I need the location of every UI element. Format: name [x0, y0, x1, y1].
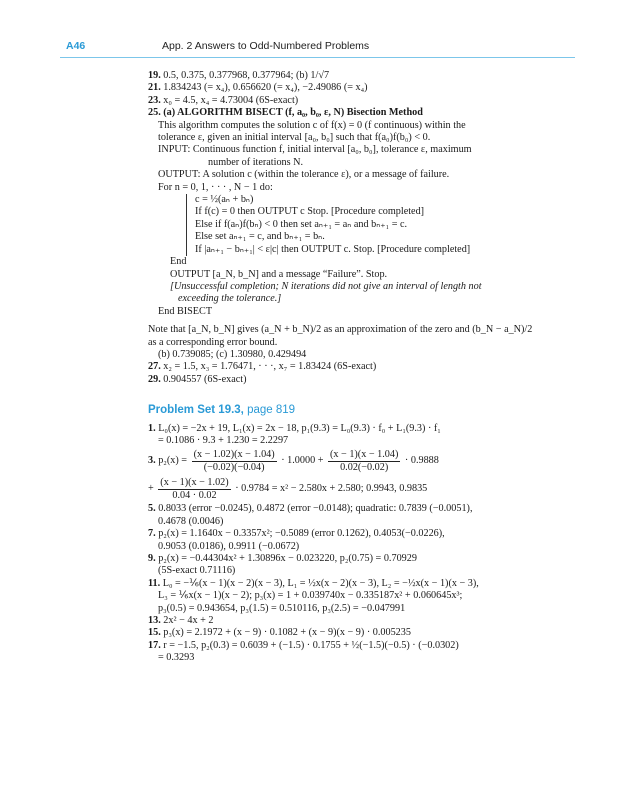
header-rule — [60, 57, 575, 58]
answer-7: 7. p₂(x) = 1.1640x − 0.3357x²; −0.5089 (error 0.1262), 0.4053(−0.0226), — [148, 528, 445, 540]
answer-11-cont: L₃ = ⅙x(x − 1)(x − 2); p₃(x) = 1 + 0.039740x − 0.335187x² + 0.060645x³; — [158, 590, 463, 602]
answer-25-b: (b) 0.739085; (c) 1.30980, 0.429494 — [158, 348, 307, 360]
answer-15: 15. p₃(x) = 2.1972 + (x − 9) · 0.1082 + (x − 9)(x − 9) · 0.005235 — [148, 627, 411, 639]
bisect-algorithm — [148, 120, 568, 319]
page-header — [0, 0, 639, 62]
algorithm-description: This algorithm computes the solution c of f(x) = 0 (f continuous) within the — [158, 119, 466, 131]
loop-body — [186, 194, 568, 256]
answer-3-cont: + $\frac{(x - 1)(x - 1.02)}{0.04 \cdot 0.02}$ · 0.9784 = x² − 2.580x + 2.580; 0.9943, 0.9835 — [148, 476, 428, 501]
algorithm-failure-output: OUTPUT [a_N, b_N] and a message “Failure”. Stop. — [170, 268, 388, 280]
fraction: $\frac{(x - 1.02)(x - 1.04)}{(-0.02)(-0.04)}$ — [193, 448, 275, 473]
page-number: A46 — [66, 40, 86, 52]
algorithm-input-cont: number of iterations N. — [208, 156, 304, 168]
loop-step: c = ½(aₙ + bₙ) — [195, 194, 254, 206]
answer-19: 19. 0.5, 0.375, 0.377968, 0.377964; (b) 1/√7 — [148, 70, 330, 81]
answer-9: 9. p₂(x) = −0.44304x² + 1.30896x − 0.023220, p₂(0.75) = 0.70929 — [148, 553, 417, 564]
loop-end: End — [170, 256, 187, 268]
algorithm-output: OUTPUT: A solution c (within the tolerance ε), or a message of failure. — [158, 169, 450, 181]
answer-11: 11. L₀ = −⅙(x − 1)(x − 2)(x − 3), L₁ = ½x(x − 2)(x − 3), L₂ = −½x(x − 1)(x − 3), — [148, 577, 479, 589]
fraction: $\frac{(x - 1)(x - 1.04)}{0.02(-0.02)}$ — [330, 448, 399, 473]
running-title: App. 2 Answers to Odd-Numbered Problems — [162, 40, 370, 52]
answer-7-cont: 0.9053 (0.0186), 0.9911 (−0.0672) — [158, 540, 300, 552]
answer-5-cont: 0.4678 (0.0046) — [158, 515, 224, 527]
loop-step: Else set aₙ₊₁ = c, and bₙ₊₁ = bₙ. — [195, 231, 325, 243]
fraction: $\frac{(x - 1)(x - 1.02)}{0.04 \cdot 0.02}$ — [160, 476, 229, 501]
note-line-cont: as a corresponding error bound. — [148, 336, 278, 348]
answer-5: 5. 0.8033 (error −0.0245), 0.4872 (error −0.0148); quadratic: 0.7839 (−0.0051), — [148, 503, 473, 515]
answer-27: 27. x₂ = 1.5, x₃ = 1.76471, · · ·, x₇ = 1.83424 (6S-exact) — [148, 361, 377, 373]
answer-1: 1. L₀(x) = −2x + 19, L₁(x) = 2x − 18, p₁(9.3) = L₀(9.3) · f₀ + L₁(9.3) · f₁ — [148, 422, 441, 434]
answer-29: 29. 0.904557 (6S-exact) — [148, 373, 247, 385]
answer-1-cont: = 0.1086 · 9.3 + 1.230 = 2.2297 — [158, 434, 289, 446]
loop-step: If |aₙ₊₁ − bₙ₊₁| < ε|c| then OUTPUT c. Stop. [Procedure completed] — [195, 243, 471, 255]
answer-11-cont2: p₃(0.5) = 0.943654, p₃(1.5) = 0.510116, p₃(2.5) = −0.047991 — [158, 602, 406, 614]
algorithm-input: INPUT: Continuous function f, initial interval [a₀, b₀], tolerance ε, maximum — [158, 144, 472, 156]
answer-25-heading: 25. (a) ALGORITHM BISECT (f, a₀, b₀, ε, N) Bisection Method — [148, 107, 423, 119]
answer-13: 13. 2x² − 4x + 2 — [148, 615, 214, 627]
answer-21: 21. 1.834243 (= x₄), 0.656620 (= x₄), −2.49086 (= x₄) — [148, 82, 368, 94]
answers-content — [148, 70, 568, 665]
answer-23: 23. x₀ = 4.5, x₄ = 4.73004 (6S-exact) — [148, 94, 299, 106]
answer-9-cont: (5S-exact 0.71116) — [158, 565, 236, 577]
answer-3: 3. p₂(x) = $\frac{(x - 1.02)(x - 1.04)}{(-0.02)(-0.04)}$ · 1.0000 + $\frac{(x - 1)(x - 1.04)}{0.02(-0.02)}$ · 0.9888 — [148, 448, 439, 473]
loop-step: If f(c) = 0 then OUTPUT c Stop. [Procedure completed] — [195, 206, 425, 218]
algorithm-description-cont: tolerance ε, given an initial interval [a₀, b₀] such that f(a₀)f(b₀) < 0. — [158, 132, 431, 144]
algorithm-end: End BISECT — [158, 305, 213, 317]
answer-17: 17. r = −1.5, p₂(0.3) = 0.6039 + (−1.5) · 0.1755 + ½(−1.5)(−0.5) · (−0.0302) — [148, 639, 459, 651]
unsuccessful-note: [Unsuccessful completion; N iterations did not give an interval of length not — [170, 280, 482, 292]
answer-17-cont: = 0.3293 — [158, 652, 195, 664]
section-heading: Problem Set 19.3, page 819 — [148, 404, 296, 417]
loop-step: Else if f(aₙ)f(bₙ) < 0 then set aₙ₊₁ = aₙ and bₙ₊₁ = c. — [195, 218, 408, 230]
note-line: Note that [a_N, b_N] gives (a_N + b_N)/2 as an approximation of the zero and (b_N − a_N)/2 — [148, 324, 533, 336]
unsuccessful-note-cont: exceeding the tolerance.] — [178, 293, 282, 305]
algorithm-for-loop: For n = 0, 1, · · · , N − 1 do: — [158, 181, 273, 193]
